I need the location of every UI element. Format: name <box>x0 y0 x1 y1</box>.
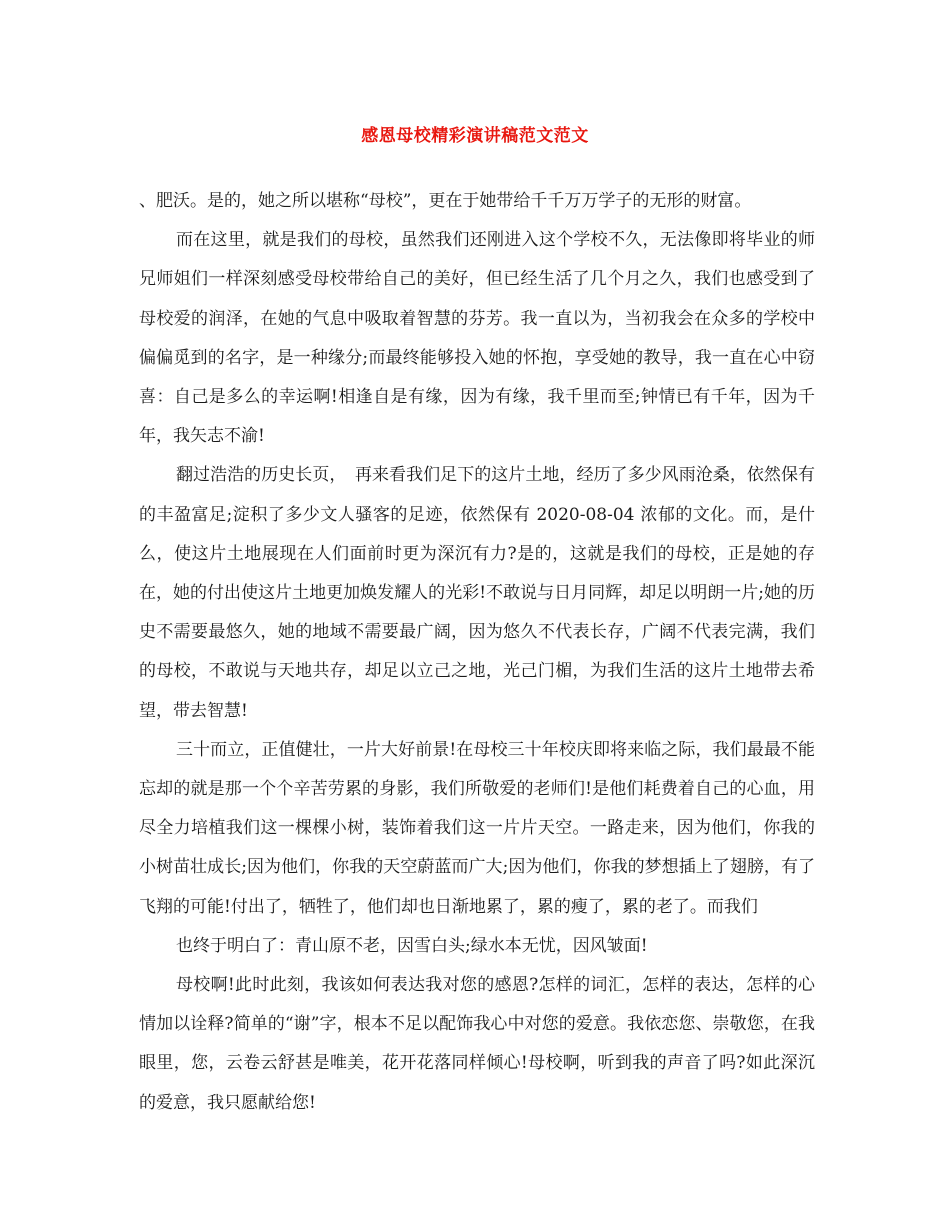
paragraph: 、肥沃。是的，她之所以堪称“母校”，更在于她带给千千万万学子的无形的财富。 <box>139 191 752 211</box>
paragraph: 母校啊!此时此刻，我该如何表达我对您的感恩?怎样的词汇，怎样的表达，怎样的心情加以诠释?简单的“谢”字，根本不足以配饰我心中对您的爱意。我依恋您、崇敬您，在我眼里，您，云卷云舒甚是唯美，花开花落同样倾心!母校啊，听到我的声音了吗?如此深沉的爱意，我只愿献给您! <box>139 975 815 1113</box>
paragraph: 三十而立，正值健壮，一片大好前景!在母校三十年校庆即将来临之际，我们最最不能忘却的就是那一个个辛苦劳累的身影，我们所敬爱的老师们!是他们耗费着自己的心血，用尽全力培植我们这一棵棵小树，装饰着我们这一片片天空。一路走来，因为他们，你我的小树苗壮成长;因为他们，你我的天空蔚蓝而广大;因为他们，你我的梦想插上了翅膀，有了飞翔的可能!付出了，牺牲了，他们却也日渐地累了，累的瘦了，累的老了。而我们 <box>139 739 815 917</box>
document-body <box>139 182 815 1123</box>
paragraph: 翻过浩浩的历史长页， 再来看我们足下的这片土地，经历了多少风雨沧桑，依然保有的丰盈富足;淀积了多少文人骚客的足迹，依然保有 2020-08-04 浓郁的文化。而，是什么，使这片土地展现在人们面前时更为深沉有力?是的，这就是我们的母校，正是她的存在，她的付出使这片土地更加焕发耀人的光彩!不敢说与日月同辉，却足以明朗一片;她的历史不需要最悠久，她的地域不需要最广阔，因为悠久不代表长存，广阔不代表完满，我们的母校，不敢说与天地共存，却足以立己之地，光己门楣，为我们生活的这片土地带去希望，带去智慧! <box>139 465 815 721</box>
paragraph: 也终于明白了：青山原不老，因雪白头;绿水本无忧，因风皱面! <box>176 935 648 956</box>
document-title: 感恩母校精彩演讲稿范文范文 <box>361 126 589 146</box>
paragraph: 而在这里，就是我们的母校，虽然我们还刚进入这个学校不久，无法像即将毕业的师兄师姐们一样深刻感受母校带给自己的美好，但已经生活了几个月之久，我们也感受到了母校爱的润泽，在她的气息中吸取着智慧的芬芳。我一直以为，当初我会在众多的学校中偏偏觅到的名字，是一种缘分;而最终能够投入她的怀抱，享受她的教导，我一直在心中窃喜：自己是多么的幸运啊!相逢自是有缘，因为有缘，我千里而至;钟情已有千年，因为千年，我矢志不渝! <box>139 230 815 447</box>
